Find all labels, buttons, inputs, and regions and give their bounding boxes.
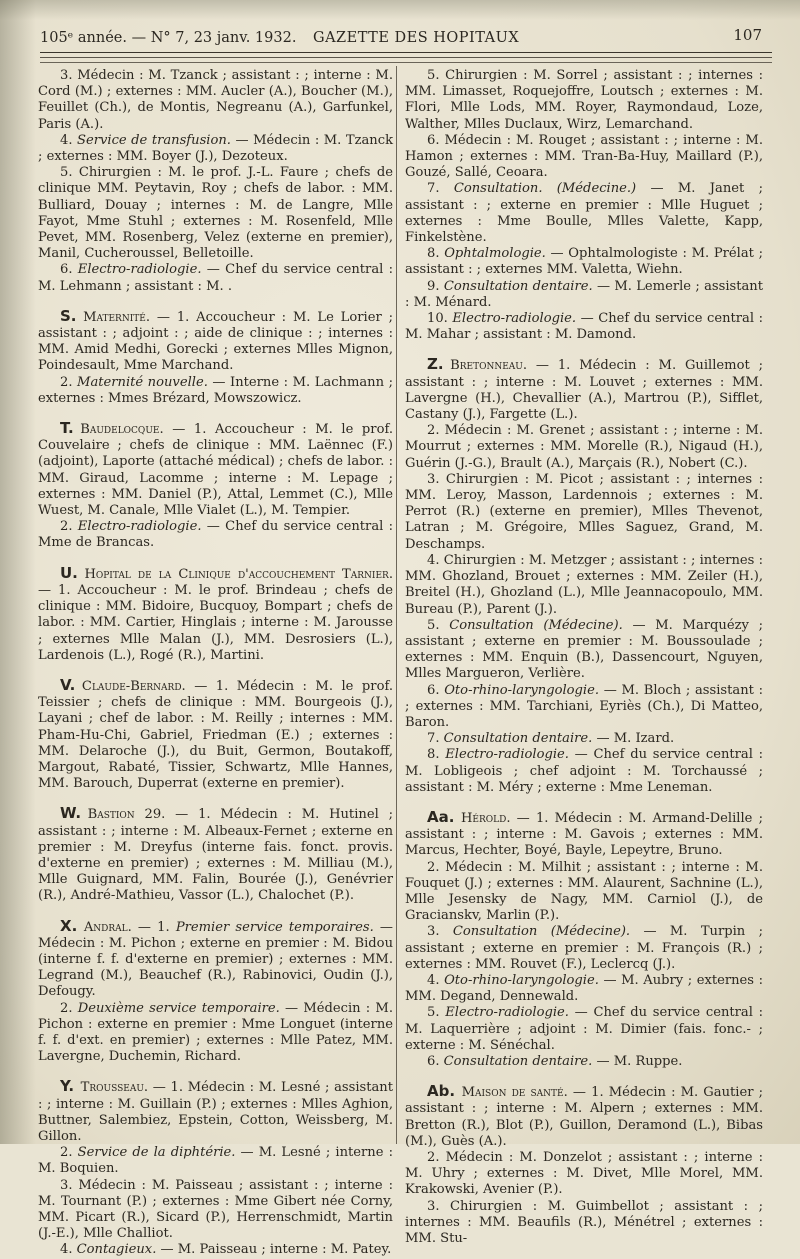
entry-text: 2. Médecin : M. Donzelot ; assistant : ; interne : M. Uhry ; externes : M. Divet, Mlle Morel, MM. Krakowski, Avenier (P.).	[405, 1150, 763, 1198]
entry-text: — M. Marquézy ; assistant ; externe en premier : M. Boussoulade ; externes : MM. Enquin (B.), Dassencourt, Nguyen, Mlles Margueron, Verlière.	[405, 617, 763, 682]
entry-text: — Interne : M. Lachmann ; externes : Mmes Brézard, Mowszowicz.	[38, 374, 393, 406]
service-entry	[405, 1199, 763, 1248]
service-entry	[405, 181, 763, 246]
service-label: Consultation (Médecine).	[449, 617, 623, 633]
entry-text: 3. Chirurgien : M. Guimbellot ; assistant : ; internes : MM. Beaufils (R.), Ménétrel ; externes : MM. Stu-	[405, 1198, 763, 1247]
hospital-section	[405, 1083, 763, 1150]
entry-number: 5.	[427, 617, 450, 633]
service-label: Maternité nouvelle.	[77, 374, 208, 390]
service-entry	[405, 68, 763, 133]
service-entry	[405, 973, 763, 1005]
entry-number: 4.	[427, 972, 445, 988]
service-entry	[405, 246, 763, 278]
section-letter: U.	[60, 563, 78, 582]
hospital-name: Baudelocque.	[80, 422, 164, 438]
service-label: Contagieux.	[76, 1242, 157, 1258]
entry-text: — 1. Accoucheur : M. le prof. Couvelaire ; chefs de clinique : MM. Laënnec (F.) (adjoint), Laporte (attaché médical) ; chefs de labor. : MM. Giraud, Lacomme ; interne : M. Lepage ; externes : MM. Daniel (P.), Attal, Lemmet (C.), Mlle Wuest, M. Canale, Mlle Vialet (L.), M. Tempier.	[38, 422, 393, 519]
entry-text: — 1. Médecin : M. Gautier ; assistant : ; interne : M. Alpern ; externes : MM. Bretton (R.), Blot (P.), Guillon, Deramond (L.), Bibas (M.), Guès (A.).	[405, 1085, 763, 1149]
entry-number: 8.	[427, 747, 446, 763]
hospital-section	[38, 565, 393, 664]
service-entry	[405, 860, 763, 925]
service-entry	[405, 1054, 763, 1070]
service-entry	[405, 311, 763, 343]
entry-text: 3. Chirurgien : M. Picot ; assistant : ; internes : MM. Leroy, Masson, Lardennois ; externes : M. Perrot (R.) (externe en premier), Mlles Thevenot, Latran ; M. Grégoire, Mlles Saguez, Grand, M. Deschamps.	[405, 471, 763, 552]
service-entry	[405, 553, 763, 618]
entry-text: — M. Paisseau ; interne : M. Patey.	[156, 1242, 392, 1258]
section-letter: T.	[60, 419, 74, 438]
service-entry	[38, 1242, 393, 1258]
service-label: Oto-rhino-laryngologie.	[444, 682, 600, 698]
entry-number: 2.	[60, 374, 78, 390]
service-entry	[405, 1150, 763, 1199]
service-label: Consultation dentaire.	[443, 1053, 593, 1069]
service-entry	[38, 1145, 393, 1177]
entry-number: 4.	[60, 1242, 77, 1258]
entry-text: — 1. Médecin : M. Lesné ; assistant : ; interne : M. Guillain (P.) ; externes : Mlles Aghion, Buttner, Salembiez, Epstein, Cotton, Weissberg, M. Gillon.	[38, 1080, 393, 1144]
entry-text: — M. Aubry ; externes : MM. Degand, Dennewald.	[405, 972, 763, 1005]
entry-number: 9.	[427, 278, 444, 294]
entry-text: — Chef du service central : Mme de Brancas.	[38, 519, 394, 551]
entry-text: — 1. Accoucheur : M. le prof. Brindeau ; chefs de clinique : MM. Bidoire, Bucquoy, Bompart ; chefs de labor. : MM. Cartier, Hinglais ; interne : M. Jarousse ; externes Mlle Malan (J.), MM. Desrosiers (L.), Lardenois (L.), Rogé (R.), Martini.	[38, 582, 393, 663]
entry-number: 2.	[60, 519, 78, 535]
entry-text: 5. Chirurgien : M. le prof. J.-L. Faure ; chefs de clinique MM. Peytavin, Roy ; chefs de labor. : MM. Bulliard, Douay ; internes : M. de Langre, Mlle Fayot, Mme Stuhl ; externes : M. Rosenfeld, Mlle Pevet, MM. Rosenberg, Velez (externe en premier), Manil, Cucheroussel, Belletoille.	[38, 165, 393, 262]
section-letter: Ab.	[427, 1082, 456, 1101]
left-column	[38, 68, 393, 1259]
hospital-section	[38, 805, 393, 904]
service-label: Service de la diphtérie.	[77, 1145, 236, 1161]
entry-number: 10.	[427, 311, 453, 327]
service-label: Consultation (Médecine).	[452, 924, 631, 940]
service-entry	[405, 924, 763, 973]
page-number: 107	[733, 26, 762, 44]
header-rule	[40, 57, 772, 58]
service-entry	[38, 262, 393, 294]
service-label: Electro-radiologie.	[452, 311, 577, 327]
scan-shadow-left	[0, 0, 36, 1144]
service-entry	[38, 68, 393, 133]
entry-number: 8.	[427, 246, 445, 262]
service-entry	[38, 165, 393, 262]
service-entry	[405, 618, 763, 683]
hospital-section	[405, 809, 763, 860]
entry-text: — 1. Accoucheur : M. Le Lorier ; assistant : ; adjoint : ; aide de clinique : ; internes : MM. Amid Medhi, Gorecki ; externes Mlles Mignon, Poindesault, Mme Marchand.	[38, 309, 393, 374]
issue-line: 105ᵉ année. — N° 7, 23 janv. 1932.	[40, 30, 297, 46]
service-label: Consultation dentaire.	[443, 278, 593, 294]
service-label: Consultation dentaire.	[443, 731, 593, 747]
service-label: Deuxième service temporaire.	[77, 1000, 280, 1016]
journal-title: GAZETTE DES HOPITAUX	[313, 30, 520, 46]
entry-text: 3. Médecin : M. Paisseau ; assistant : ; interne : M. Tournant (P.) ; externes : Mme Gibert née Corny, MM. Picart (R.), Sicard (P.), Herrenschmidt, Martin (J.-E.), Mlle Challiot.	[38, 1177, 393, 1242]
hospital-section: X. Andral. — 1. Premier service temporaires. — Médecin : M. Pichon ; externe en premier : M. Bidou (interne f. f. d'externe en premier) ; externes : MM. Legrand (M.), Beauchef (R.), Rabinovici, Oudin (J.), Defougy.	[38, 916, 394, 1000]
entry-text: — Médecin : M. Pichon : externe en premier : Mme Longuet (interne f. f. d'ext. en premier) ; externes : Mlle Patez, MM. Lavergne, Duchemin, Richard.	[38, 1000, 394, 1065]
service-entry	[38, 1178, 393, 1243]
entry-number: 7.	[427, 181, 454, 197]
service-label: Service de transfusion.	[77, 132, 231, 148]
header-rule	[40, 62, 772, 63]
entry-text: — Chef du service central : M. Mahar ; assistant : M. Damond.	[405, 311, 763, 343]
service-entry	[38, 519, 393, 551]
header-rule	[40, 52, 772, 53]
service-entry	[405, 423, 763, 472]
entry-text: — 1. Médecin : M. Guillemot ; assistant : ; interne : M. Louvet ; externes : MM. Lavergne (H.), Chevallier (A.), Martrou (P.), Sifflet, Castany (J.), Fargette (L.).	[405, 358, 763, 423]
hospital-section	[38, 1078, 393, 1145]
entry-text: 5. Chirurgien : M. Sorrel ; assistant : ; internes : MM. Limasset, Roquejoffre, Loutsch ; externes : M. Flori, Mlle Lods, MM. Royer, Raymondaud, Loze, Walther, Mlles Duclaux, Wirz, Lemarchand.	[405, 68, 763, 132]
service-entry	[405, 1005, 763, 1054]
service-entry	[38, 375, 393, 407]
entry-text: — Chef du service central : M. Laquerrière ; adjoint : M. Dimier (fais. fonc.- ; externe : M. Sénéchal.	[405, 1005, 764, 1053]
entry-number: 2.	[60, 1145, 78, 1161]
hospital-name: Hopital de la Clinique d'accouchement Tarnier.	[84, 566, 393, 582]
service-label: Electro-radiologie.	[445, 1005, 569, 1021]
entry-text: — 1. Médecin : M. Armand-Delille ; assistant : ; interne : M. Gavois ; externes : MM. Marcus, Hechter, Boyé, Bayle, Lepeytre, Bruno.	[405, 810, 763, 859]
entry-text: 3. Médecin : M. Tzanck ; assistant : ; interne : M. Cord (M.) ; externes : MM. Aucler (A.), Boucher (M.), Feuillet (Ch.), de Montis, Negreanu (A.), Garfunkel, Paris (A.).	[38, 68, 393, 132]
entry-number: 5.	[427, 1005, 446, 1021]
hospital-name: Andral.	[83, 919, 132, 935]
entry-text: — M. Janet ; assistant : ; externe en premier : Mlle Huguet ; externes : Mme Boulle, Mlles Valette, Kapp, Finkelstène.	[405, 181, 763, 246]
section-letter: V.	[60, 675, 76, 694]
entry-text: — Médecin : M. Pichon ; externe en premier : M. Bidou (interne f. f. d'externe en premier) ; externes : MM. Legrand (M.), Beauchef (R.), Rabinovici, Oudin (J.), Defougy.	[38, 919, 394, 1000]
service-label: Electro-radiologie.	[77, 519, 202, 535]
entry-text: — M. Lemerle ; assistant : M. Ménard.	[405, 278, 763, 310]
section-letter: X.	[60, 916, 78, 935]
service-label: Consultation. (Médecine.)	[453, 181, 637, 197]
entry-number: 6.	[427, 1053, 444, 1069]
right-column	[405, 68, 763, 1247]
entry-text: — Ophtalmologiste : M. Prélat ; assistant : ; externes MM. Valetta, Wiehn.	[405, 246, 763, 278]
service-label: Electro-radiologie.	[77, 262, 202, 278]
entry-text: 6. Médecin : M. Rouget ; assistant : ; interne : M. Hamon ; externes : MM. Tran-Ba-Huy, Maillard (P.), Gouzé, Sallé, Ceoara.	[405, 132, 763, 181]
entry-text: — M. Lesné ; interne : M. Boquien.	[38, 1145, 393, 1177]
running-header	[0, 22, 800, 52]
service-entry	[405, 279, 763, 311]
hospital-section	[405, 356, 763, 423]
entry-text: 2. Médecin : M. Milhit ; assistant : ; interne : M. Fouquet (J.) ; externes : MM. Alaurent, Sachnine (L.), Mlle Jesensky de Nagy, MM. Carniol (J.), de Gracianskv, Marlin (P.).	[405, 859, 763, 924]
hospital-name: Trousseau.	[80, 1080, 149, 1096]
hospital-section	[38, 308, 393, 375]
service-entry	[405, 731, 763, 747]
entry-text: — 1. Médecin : M. Hutinel ; assistant : ; interne : M. Albeaux-Fernet ; externe en premier : M. Dreyfus (interne fais. fonct. provis. d'externe en premier) ; externes : M. Milliau (M.), Mlle Guignard, MM. Falin, Bourée (J.), Genévrier (R.), André-Mathieu, Vassor (L.), Chalochet (P.).	[38, 807, 393, 904]
entry-text: — M. Turpin ; assistant ; externe en premier : M. François (R.) ; externes : MM. Rouvet (F.), Leclercq (J.).	[405, 924, 764, 972]
hospital-name: Hérold.	[460, 810, 511, 826]
entry-number: 6.	[427, 682, 445, 698]
service-entry	[38, 1001, 393, 1066]
entry-text: — 1. Médecin : M. le prof. Teissier ; chefs de clinique : MM. Bourgeois (J.), Layani ; chef de labor. : M. Reilly ; internes : MM. Pham-Hu-Chi, Gabriel, Friedman (E.) ; externes : MM. Delaroche (J.), du Buit, Germon, Boutakoff, Margout, Rabaté, Tissier, Schwartz, Mlle Hannes, MM. Barouch, Duperrat (externe en premier).	[38, 678, 393, 792]
service-label: Electro-radiologie.	[445, 747, 569, 763]
hospital-name: Maternité.	[83, 309, 150, 325]
service-entry	[38, 133, 393, 165]
service-entry	[405, 747, 763, 796]
entry-number: 3.	[427, 924, 453, 940]
section-letter: Z.	[427, 355, 444, 374]
hospital-name: Bastion 29.	[87, 807, 166, 823]
section-letter: S.	[60, 306, 77, 325]
hospital-name: Maison de santé.	[461, 1085, 568, 1101]
service-entry	[405, 683, 763, 732]
section-letter: W.	[60, 804, 82, 823]
entry-text: — M. Izard.	[592, 731, 675, 747]
entry-number: 2.	[60, 1000, 78, 1016]
service-entry	[405, 133, 763, 182]
column-separator	[396, 66, 397, 1144]
entry-text: — M. Bloch ; assistant : ; externes : MM. Tarchiani, Eyriès (Ch.), Di Matteo, Baron.	[405, 682, 763, 730]
entry-number: 7.	[427, 731, 444, 747]
entry-text: — M. Ruppe.	[592, 1053, 683, 1069]
scan-shadow-top	[0, 0, 800, 20]
hospital-section	[38, 420, 393, 519]
entry-text: — Chef du service central : M. Lehmann ; assistant : M. .	[38, 262, 394, 294]
entry-text: — Médecin : M. Tzanck ; externes : MM. Boyer (J.), Dezoteux.	[38, 132, 394, 165]
section-letter: Aa.	[427, 807, 455, 826]
entry-text: — Chef du service central : M. Lobligeois ; chef adjoint : M. Torchaussé ; assistant : M. Méry ; externe : Mme Leneman.	[405, 747, 764, 795]
hospital-section	[38, 677, 393, 792]
entry-number: 6.	[60, 262, 78, 278]
entry-text: 4. Chirurgien : M. Metzger ; assistant : ; internes : MM. Ghozland, Brouet ; externes : MM. Zeiler (H.), Breitel (H.), Ghozland (L.), Mlle Jeannacopoulo, MM. Bureau (P.), Parent (J.).	[405, 552, 763, 617]
hospital-name: Claude-Bernard.	[81, 678, 186, 694]
service-label: Ophtalmologie.	[444, 246, 546, 262]
service-label: Oto-rhino-laryngologie.	[444, 972, 599, 988]
hospital-name: Bretonneau.	[450, 358, 528, 374]
entry-text: 2. Médecin : M. Grenet ; assistant : ; interne : M. Mourrut ; externes : MM. Morelle (R.), Nigaud (H.), Guérin (J.-G.), Brault (A.), Marçais (R.), Nobert (C.).	[405, 423, 763, 471]
section-letter: Y.	[60, 1077, 75, 1096]
service-entry	[405, 472, 763, 553]
entry-number: 4.	[60, 132, 78, 148]
service-label: Premier service temporaires.	[175, 919, 374, 935]
